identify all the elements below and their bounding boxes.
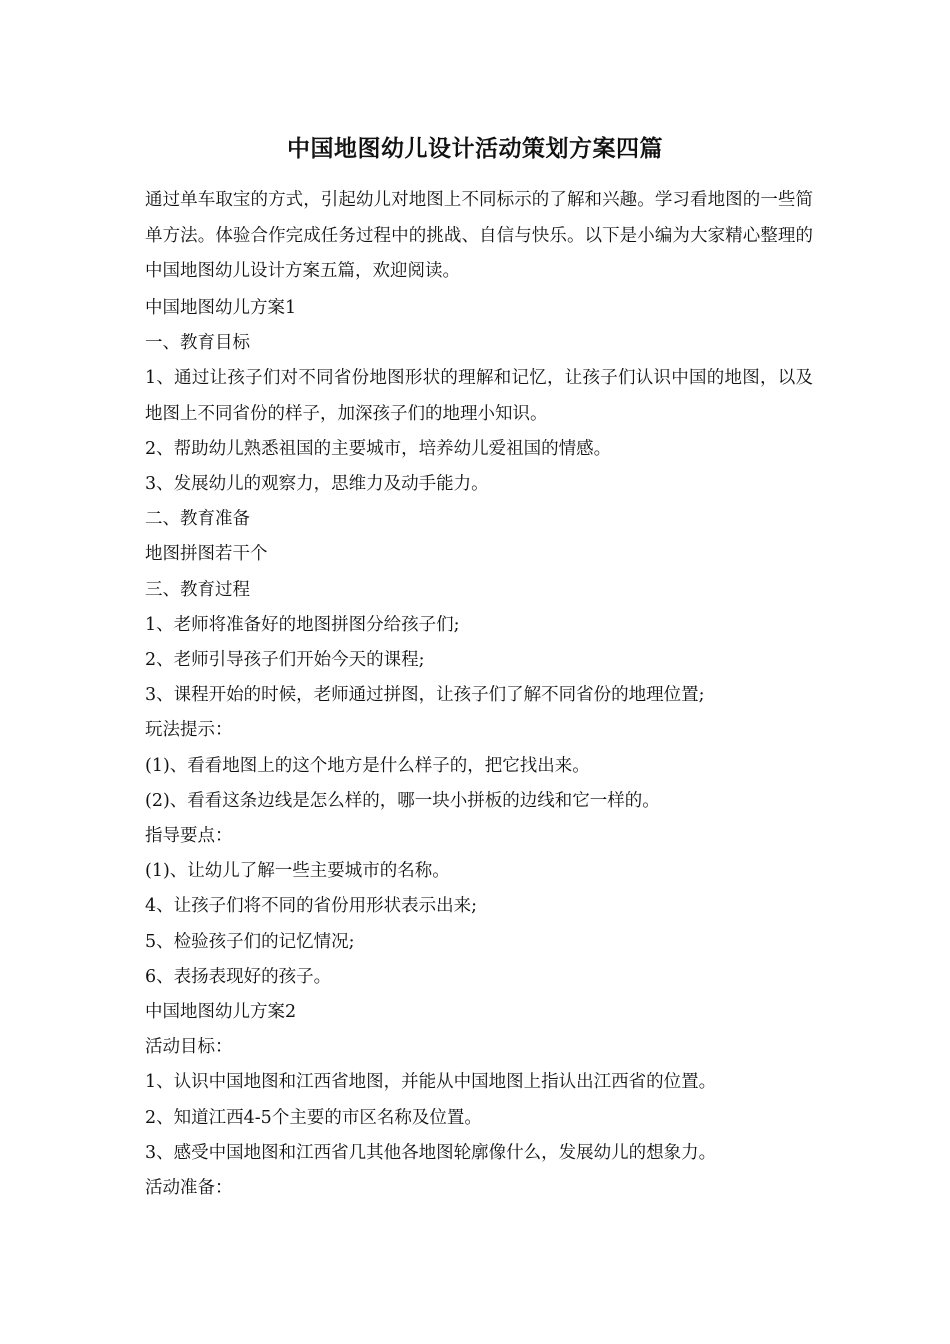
list-item: 2、老师引导孩子们开始今天的课程; xyxy=(145,650,425,671)
paragraph-line: 活动准备： xyxy=(145,1178,233,1199)
list-item: (1)、看看地图上的这个地方是什么样子的，把它找出来。 xyxy=(145,755,590,776)
list-item: 5、检验孩子们的记忆情况; xyxy=(145,931,355,952)
section-heading: 中国地图幼儿方案2 xyxy=(145,1002,297,1023)
document-body xyxy=(145,291,813,1206)
subheading: 二、教育准备 xyxy=(145,509,250,530)
intro-paragraph: 通过单车取宝的方式，引起幼儿对地图上不同标示的了解和兴趣。学习看地图的一些简单方法。体验合作完成任务过程中的挑战、自信与快乐。以下是小编为大家精心整理的中国地图幼儿设计方案五篇，欢迎阅读。 xyxy=(145,190,813,281)
paragraph-line: 地图拼图若干个 xyxy=(145,544,268,565)
subheading: 三、教育过程 xyxy=(145,579,250,600)
paragraph-line: 玩法提示： xyxy=(145,720,233,741)
list-item: 1、老师将准备好的地图拼图分给孩子们; xyxy=(145,614,460,635)
list-item: 1、认识中国地图和江西省地图，并能从中国地图上指认出江西省的位置。 xyxy=(145,1072,717,1093)
list-item: 3、感受中国地图和江西省几其他各地图轮廓像什么，发展幼儿的想象力。 xyxy=(145,1142,717,1163)
list-item: 2、知道江西4-5个主要的市区名称及位置。 xyxy=(145,1107,482,1128)
subheading: 一、教育目标 xyxy=(145,333,250,354)
paragraph-line: 活动目标： xyxy=(145,1037,233,1058)
document-title: 中国地图幼儿设计活动策划方案四篇 xyxy=(287,135,663,162)
paragraph-line: 指导要点： xyxy=(145,826,233,847)
list-item: 3、发展幼儿的观察力，思维力及动手能力。 xyxy=(145,474,489,495)
list-item: 1、通过让孩子们对不同省份地图形状的理解和记忆，让孩子们认识中国的地图，以及地图上不同省份的样子，加深孩子们的地理小知识。 xyxy=(145,368,813,424)
list-item: (2)、看看这条边线是怎么样的，哪一块小拼板的边线和它一样的。 xyxy=(145,790,660,811)
list-item: 2、帮助幼儿熟悉祖国的主要城市，培养幼儿爱祖国的情感。 xyxy=(145,438,612,459)
list-item: (1)、让幼儿了解一些主要城市的名称。 xyxy=(145,861,450,882)
list-item: 3、课程开始的时候，老师通过拼图，让孩子们了解不同省份的地理位置; xyxy=(145,685,705,706)
list-item: 6、表扬表现好的孩子。 xyxy=(145,966,332,987)
section-heading: 中国地图幼儿方案1 xyxy=(145,298,297,318)
list-item: 4、让孩子们将不同的省份用形状表示出来; xyxy=(145,896,478,917)
